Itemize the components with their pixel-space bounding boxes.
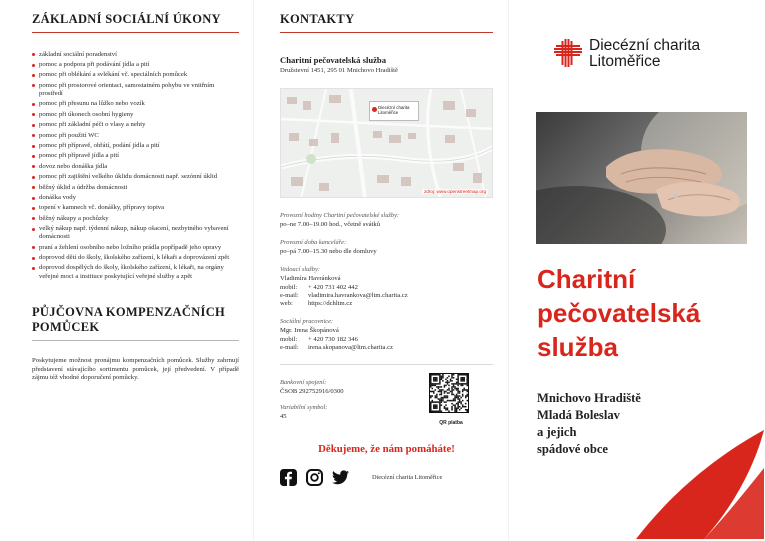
org-name: Charitní pečovatelská služba (280, 54, 386, 65)
bank-info (280, 379, 410, 421)
service-item: pomoc při zajištění velkého úklidu domácnosti např. sezónní úklid (32, 173, 239, 181)
service-item: běžný úklid a údržba domácnosti (32, 184, 239, 192)
services-list (32, 51, 239, 281)
bank-value: ČSOB 292752916/0300 (280, 388, 344, 396)
contact-key: e-mail: (280, 291, 299, 299)
contact-key: mobil: (280, 335, 298, 343)
worker-contact-grid (280, 336, 494, 353)
qr-code[interactable] (429, 373, 469, 413)
bank-row (280, 373, 494, 435)
head-name: Vladimíra Havránková (280, 275, 341, 283)
contact-value[interactable]: + 420 730 182 346 (308, 335, 358, 343)
main-title-line-2: pečovatelská (537, 298, 701, 328)
service-item: pomoc při použití WC (32, 132, 239, 140)
thanks-message: Děkujeme, že nám pomáháte! (318, 443, 455, 456)
rental-title-rule (32, 340, 239, 341)
service-item: topení v kamnech vč. donášky, přípravy topiva (32, 204, 239, 212)
logo-line-1: Diecézní charita (589, 37, 701, 54)
service-item: pomoc při přesunu na lůžko nebo vozík (32, 100, 239, 108)
office-label: Provozní doba kanceláře: (280, 238, 347, 246)
contact-key: web: (280, 300, 293, 308)
head-contact-grid (280, 284, 494, 309)
contact-value[interactable]: https://dchltm.cz (308, 300, 353, 308)
contact-value[interactable]: irena.skopanova@ltm.charita.cz (308, 344, 393, 351)
service-area-line-2: Mladá Boleslav (537, 408, 620, 422)
hours-value: po–ne 7.00–19.00 hod., včetně svátků (280, 220, 380, 228)
twitter-icon[interactable] (332, 469, 349, 486)
service-item: pomoc při prostorové orientaci, samostatném pohybu ve vnitřním prostředí (32, 82, 239, 98)
cover-panel (508, 0, 765, 541)
worker-name: Mgr. Irena Škopánová (280, 327, 339, 335)
main-title-line-1: Charitní (537, 264, 636, 294)
main-title-line-3: služba (537, 332, 618, 362)
service-item: doprovod dospělých do školy, školského zařízení, k lékaři, na orgány veřejné moci a instituce poskytující veřejné služby a zpět (32, 264, 239, 280)
map-pin-icon (372, 107, 377, 112)
logo-line-2: Litoměřice (589, 53, 661, 70)
map-label-text: Diecézní charita Litoměřice (378, 104, 410, 115)
location-map[interactable] (280, 88, 493, 198)
service-area-line-1: Mnichovo Hradiště (537, 391, 641, 405)
service-item: pomoc při přípravě, ohřátí, podání jídla a pití (32, 142, 239, 150)
decorative-sail (634, 408, 765, 541)
contacts-divider (280, 364, 493, 365)
service-item: běžný nákupy a pochůzky (32, 215, 239, 223)
services-title-rule (32, 32, 239, 33)
services-panel (0, 0, 253, 541)
contact-value[interactable]: vladimira.havrankova@ltm.charita.cz (308, 291, 408, 299)
charity-logo (553, 38, 700, 70)
vs-label: Variabilní symbol: (280, 403, 328, 411)
hands-photo (536, 112, 747, 244)
main-title (537, 262, 752, 364)
service-item: donáška vody (32, 194, 239, 202)
contacts-panel (253, 0, 508, 541)
service-item: pomoc při přípravě jídla a pití (32, 152, 239, 160)
social-row (280, 469, 493, 486)
contact-key: e-mail: (280, 344, 299, 351)
service-item: pomoc při oblékání a svlékání vč. speciálních pomůcek (32, 71, 239, 79)
service-item: pomoc a podpora při podávání jídla a pití (32, 61, 239, 69)
facebook-icon[interactable] (280, 469, 297, 486)
rental-text: Poskytujeme možnost pronájmu kompenzačních pomůcek. Služby zahrnují představení stávajícího sortimentu pomůcek, její předvedení. V případě zájmu též vhodné doporučení pomůcky. (32, 357, 239, 381)
org-address: Družstevní 1451, 295 01 Mnichovo Hradiště (280, 66, 398, 74)
office-value: po–pá 7.00–15.30 nebo dle domluvy (280, 247, 377, 255)
contacts-title: KONTAKTY (280, 12, 355, 26)
map-credit[interactable]: zdroj: www.openstreetmap.org (423, 188, 486, 194)
rental-title: PŮJČOVNA KOMPENZAČNÍCH POMŮCEK (32, 304, 226, 335)
vs-value: 45 (280, 412, 287, 420)
service-item: pomoc při úkonech osobní hygieny (32, 111, 239, 119)
hands-illustration (536, 112, 747, 244)
qr-block[interactable] (429, 373, 473, 426)
contacts-title-rule (280, 32, 493, 33)
instagram-icon[interactable] (306, 469, 323, 486)
footer-org-name: Diecézní charita Litoměřice (372, 474, 443, 482)
map-label[interactable] (369, 101, 419, 121)
contact-value[interactable]: + 420 731 402 442 (308, 283, 358, 291)
charity-cross-icon (553, 38, 583, 68)
service-area-line-4: spádové obce (537, 442, 609, 456)
service-item: dovoz nebo donáška jídla (32, 163, 239, 171)
service-item: praní a žehlení osobního nebo ložního prádla popřípadě jeho opravy (32, 244, 239, 252)
head-label: Vedoucí služby: (280, 266, 320, 274)
hours-label: Provozní hodiny Charitní pečovatelské služby: (280, 211, 400, 219)
worker-label: Sociální pracovnice: (280, 318, 334, 326)
logo-text (589, 38, 700, 70)
service-item: pomoc při základní péči o vlasy a nehty (32, 121, 239, 129)
bank-label: Bankovní spojení: (280, 379, 327, 387)
service-area-line-3: a jejich (537, 425, 577, 439)
qr-caption: QR platba (439, 420, 463, 427)
services-title: ZÁKLADNÍ SOCIÁLNÍ ÚKONY (32, 12, 221, 26)
contact-key: mobil: (280, 283, 298, 291)
service-item: základní sociální poradenství (32, 51, 239, 59)
service-item: doprovod dětí do školy, školského zařízení, k lékaři a doprovázení zpět (32, 254, 239, 262)
service-item: velký nákup např. týdenní nákup, nákup ošacení, nezbytného vybavení domácnosti (32, 225, 239, 241)
